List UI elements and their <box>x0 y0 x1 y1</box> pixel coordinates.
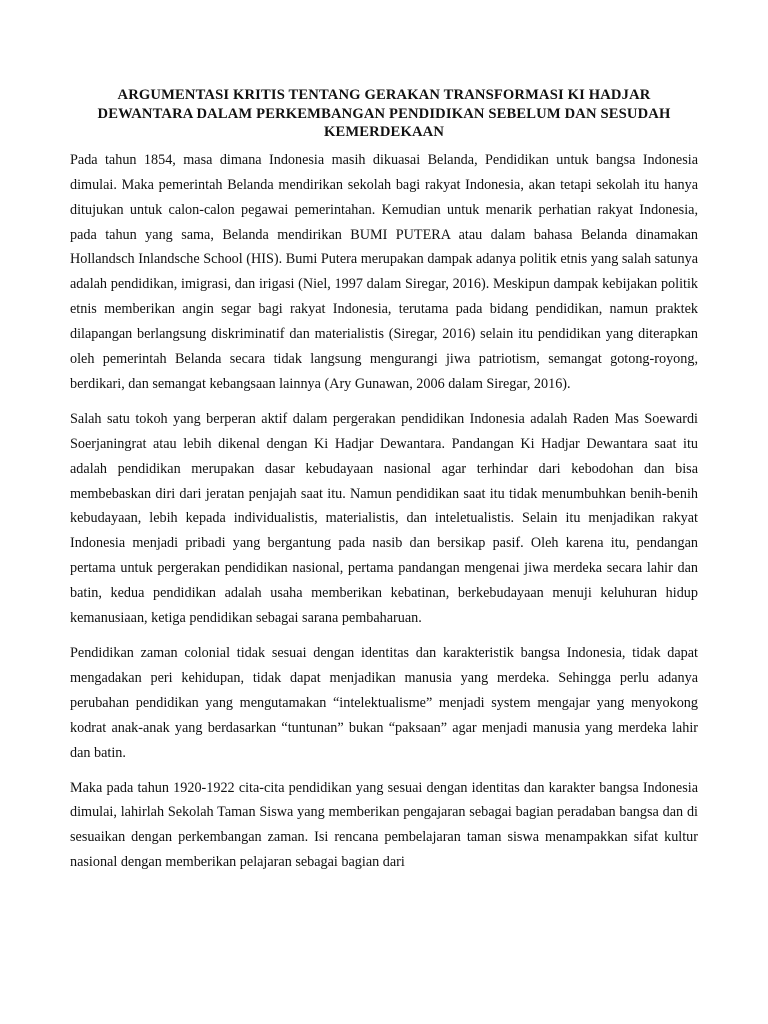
title-line-2: DEWANTARA DALAM PERKEMBANGAN PENDIDIKAN SEBELUM DAN SESUDAH <box>97 105 671 122</box>
paragraph-3: Pendidikan zaman colonial tidak sesuai dengan identitas dan karakteristik bangsa Indonesia, tidak dapat mengadakan peri kehidupan, tidak dapat menjadikan manusia yang merdeka. Sehingga perlu adanya perubahan pendidikan yang mengutamakan “intelektualisme” menjadi system mengajar yang menyokong kodrat anak-anak yang berdasarkan “tuntunan” bukan “paksaan” agar menjadi manusia yang merdeka lahir dan batin. <box>70 645 698 761</box>
paragraph-1: Pada tahun 1854, masa dimana Indonesia masih dikuasai Belanda, Pendidikan untuk bangsa Indonesia dimulai. Maka pemerintah Belanda mendirikan sekolah bagi rakyat Indonesia, akan tetapi sekolah itu hanya ditujukan untuk calon-calon pegawai pemerintahan. Kemudian untuk menarik perhatian rakyat Indonesia, pada tahun yang sama, Belanda mendirikan BUMI PUTERA atau dalam bahasa Belanda dinamakan Hollandsch Inlandsche School (HIS). Bumi Putera merupakan dampak adanya politik etnis yang salah satunya adalah pendidikan, imigrasi, dan irigasi (Niel, 1997 dalam Siregar, 2016). Meskipun dampak kebijakan politik etnis memberikan angin segar bagi rakyat Indonesia, terutama pada bidang pendidikan, namun praktek dilapangan berlangsung diskriminatif dan materialistis (Siregar, 2016) selain itu pendidikan yang diterapkan oleh pemerintah Belanda secara tidak langsung mengurangi jiwa patriotism, semangat gotong-royong, berdikari, dan semangat kebangsaan lainnya (Ary Gunawan, 2006 dalam Siregar, 2016). <box>70 151 698 392</box>
paragraph-2: Salah satu tokoh yang berperan aktif dalam pergerakan pendidikan Indonesia adalah Raden Mas Soewardi Soerjaningrat atau lebih dikenal dengan Ki Hadjar Dewantara. Pandangan Ki Hadjar Dewantara saat itu adalah pendidikan merupakan dasar kebudayaan nasional agar terhindar dari kebodohan dan bisa membebaskan diri dari jeratan penjajah saat itu. Namun pendidikan saat itu tidak menumbuhkan benih-benih kebudayaan, lebih kepada individualistis, materialistis, dan inteletualistis. Selain itu menjadikan rakyat Indonesia menjadi pribadi yang bergantung pada nasib dan bersikap pasif. Oleh karena itu, pendangan pertama untuk pergerakan pendidikan nasional, pertama pandangan mengenai jiwa merdeka secara lahir dan batin, kedua pendidikan adalah usaha memberikan kebatinan, berkebudayaan menuji keluhuran hidup kemanusiaan, ketiga pendidikan sebagai sarana pembaharuan. <box>70 410 698 627</box>
title-line-1: ARGUMENTASI KRITIS TENTANG GERAKAN TRANSFORMASI KI HADJAR <box>117 87 651 103</box>
document-title <box>70 86 698 142</box>
document-page <box>70 86 698 885</box>
paragraph-4: Maka pada tahun 1920-1922 cita-cita pendidikan yang sesuai dengan identitas dan karakter bangsa Indonesia dimulai, lahirlah Sekolah Taman Siswa yang memberikan pengajaran sebagai bagian peradaban bangsa dan di sesuaikan dengan perkembangan zaman. Isi rencana pembelajaran taman siswa menampakkan sifat kultur nasional dengan memberikan pelajaran sebagai bagian dari <box>70 779 698 871</box>
title-line-3: KEMERDEKAAN <box>323 124 445 141</box>
